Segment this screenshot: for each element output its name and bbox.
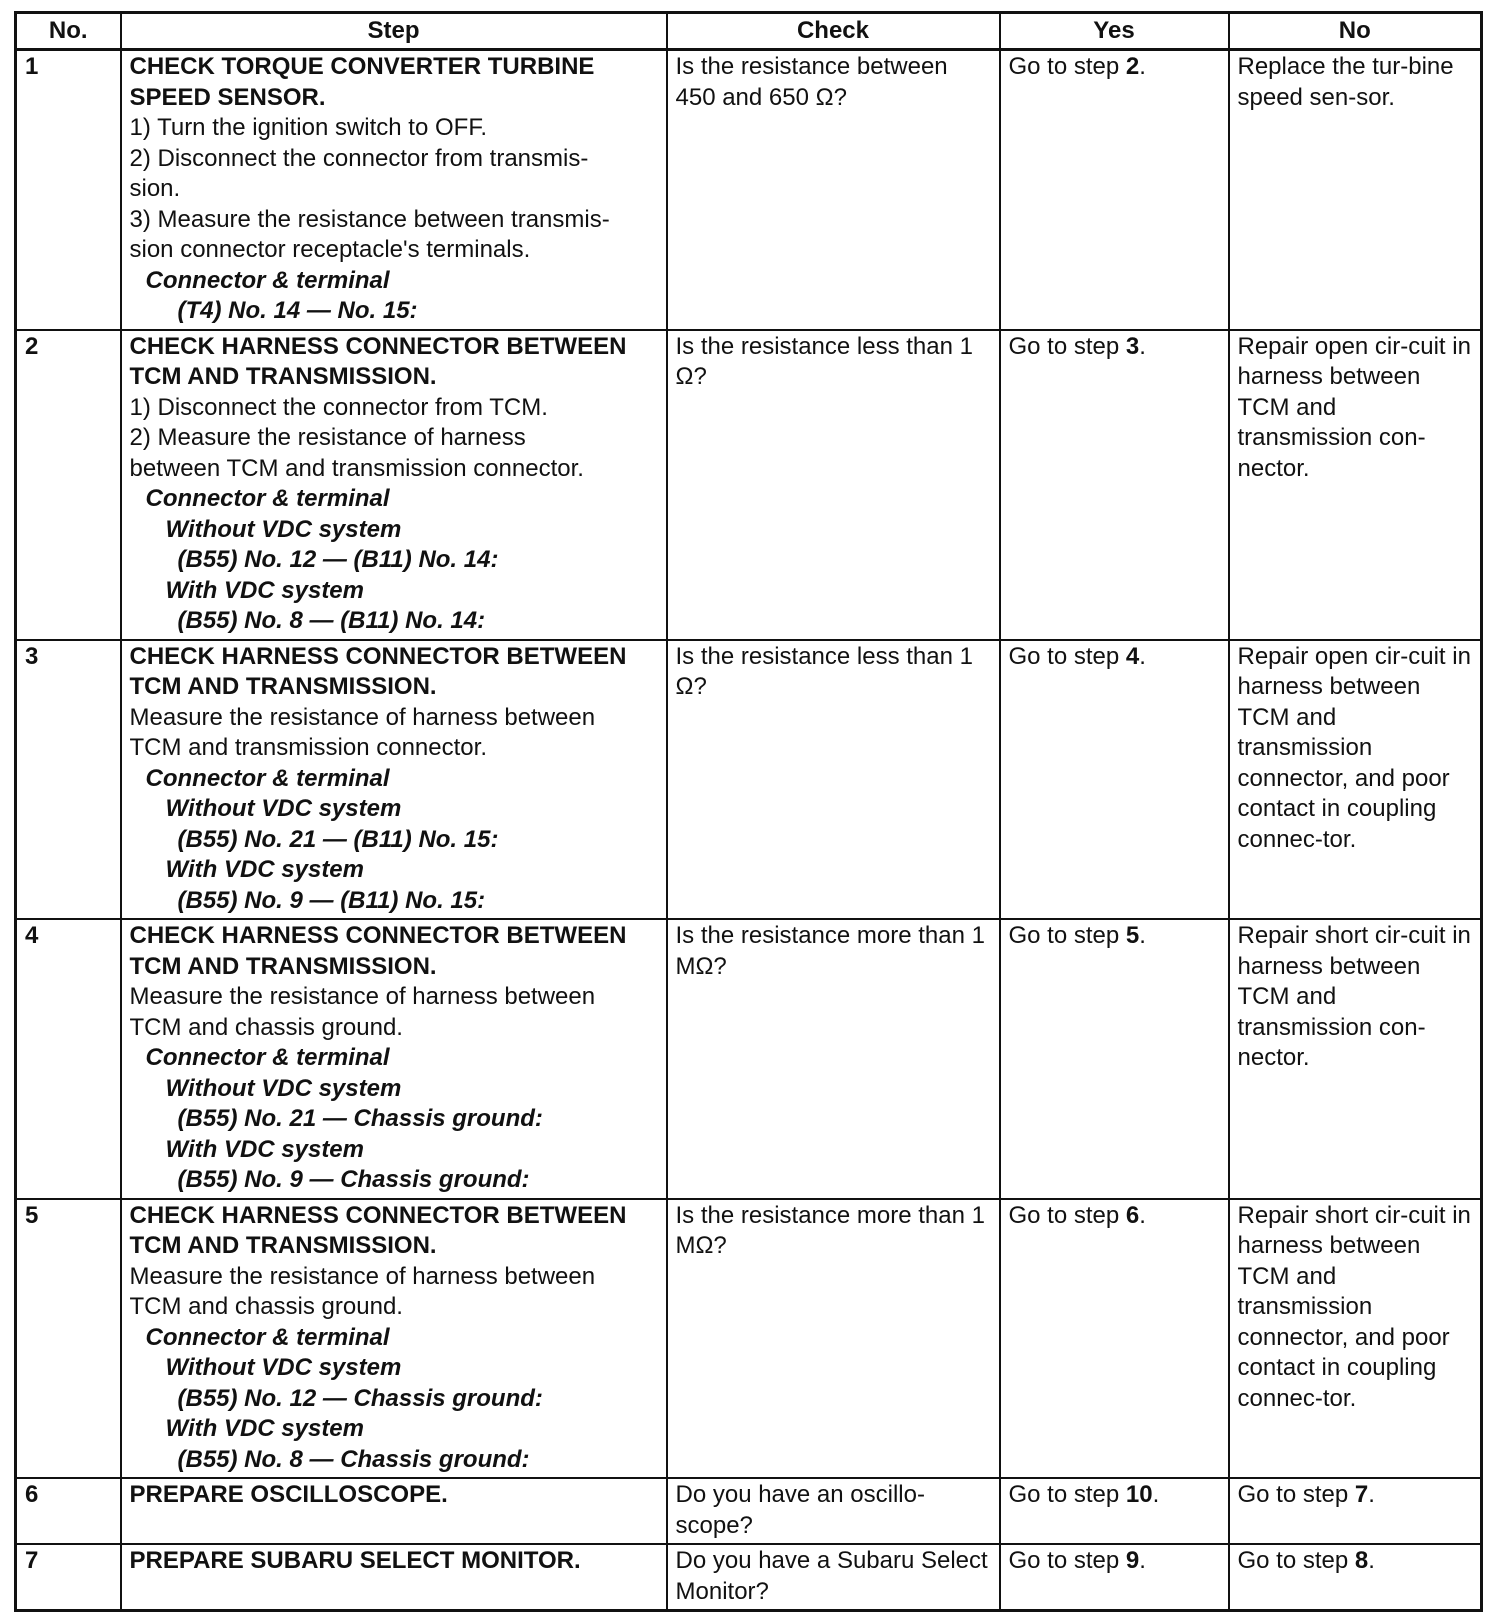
- no-action: [1229, 1478, 1482, 1544]
- yes-step-ref: 6: [1125, 1201, 1140, 1229]
- table-body: [16, 50, 1482, 1611]
- connector-terminal-spec: Connector & terminal: [145, 1323, 390, 1351]
- no-step-ref: 7: [1354, 1481, 1369, 1508]
- yes-text: .: [1139, 332, 1146, 360]
- no-action: Repair short cir-cuit in harness between TCM and transmission con-nector.: [1229, 919, 1482, 1199]
- header-yes: Yes: [1000, 13, 1229, 50]
- step-cell: [121, 1478, 667, 1544]
- connector-terminal-spec: (B55) No. 8 — Chassis ground:: [177, 1445, 530, 1473]
- diagnostic-procedure-table: [14, 11, 1483, 1612]
- step-title: PREPARE OSCILLOSCOPE.: [129, 1481, 448, 1508]
- step-title: CHECK HARNESS CONNECTOR BETWEEN TCM AND TRANSMISSION.: [129, 332, 627, 390]
- no-text: Go to step: [1237, 1547, 1355, 1574]
- yes-text: Go to step: [1008, 1547, 1126, 1574]
- step-title: CHECK TORQUE CONVERTER TURBINE SPEED SENSOR.: [129, 53, 595, 111]
- no-action: Repair open cir-cuit in harness between TCM and transmission con-nector.: [1229, 330, 1482, 640]
- step-cell: [121, 50, 667, 330]
- step-cell: [121, 330, 667, 640]
- connector-terminal-spec: (B55) No. 21 — Chassis ground:: [177, 1105, 543, 1132]
- check-question: Is the resistance less than 1 Ω?: [667, 640, 1000, 920]
- yes-text: Go to step: [1008, 922, 1126, 949]
- step-title: PREPARE SUBARU SELECT MONITOR.: [129, 1547, 581, 1574]
- yes-text: Go to step: [1008, 332, 1126, 360]
- step-instruction: TCM and transmission connector.: [129, 734, 487, 761]
- yes-step-ref: 4: [1125, 642, 1140, 670]
- connector-terminal-spec: (B55) No. 12 — (B11) No. 14:: [177, 546, 499, 573]
- connector-terminal-spec: Connector & terminal: [145, 266, 390, 294]
- yes-step-ref: 3: [1125, 332, 1140, 360]
- yes-text: .: [1139, 1547, 1146, 1574]
- step-number: 2: [16, 330, 121, 640]
- yes-action: [1000, 640, 1229, 920]
- step-number: 1: [16, 50, 121, 330]
- no-action: Repair short cir-cuit in harness between TCM and transmission connector, and poor contact in coupling connec-tor.: [1229, 1199, 1482, 1479]
- no-text: .: [1368, 1547, 1375, 1574]
- yes-text: Go to step: [1008, 1481, 1126, 1508]
- step-instruction: TCM and chassis ground.: [129, 1013, 403, 1041]
- table-row: [16, 640, 1482, 920]
- header-step: Step: [121, 13, 667, 50]
- yes-step-ref: 10: [1125, 1481, 1153, 1508]
- connector-terminal-spec: With VDC system: [165, 1415, 364, 1442]
- yes-action: [1000, 50, 1229, 330]
- connector-terminal-spec: With VDC system: [165, 576, 364, 604]
- connector-terminal-spec: Without VDC system: [165, 515, 402, 543]
- check-question: Do you have an oscillo-scope?: [667, 1478, 1000, 1544]
- table-row: [16, 1478, 1482, 1544]
- yes-step-ref: 2: [1125, 53, 1140, 80]
- connector-terminal-spec: (T4) No. 14 — No. 15:: [177, 297, 418, 324]
- step-instruction: sion.: [129, 175, 181, 202]
- step-instruction: sion connector receptacle's terminals.: [129, 236, 531, 263]
- step-instruction: 2) Measure the resistance of harness: [129, 424, 526, 451]
- step-number: 6: [16, 1478, 121, 1544]
- step-instruction: Measure the resistance of harness between: [129, 1262, 596, 1290]
- header-check: Check: [667, 13, 1000, 50]
- check-question: Is the resistance more than 1 MΩ?: [667, 919, 1000, 1199]
- table-row: [16, 50, 1482, 330]
- step-cell: [121, 1199, 667, 1479]
- yes-action: [1000, 330, 1229, 640]
- connector-terminal-spec: With VDC system: [165, 856, 364, 883]
- check-question: Do you have a Subaru Select Monitor?: [667, 1544, 1000, 1611]
- no-action: [1229, 1544, 1482, 1611]
- header-no-action: No: [1229, 13, 1482, 50]
- table-row: [16, 330, 1482, 640]
- table-row: [16, 1544, 1482, 1611]
- table-row: [16, 919, 1482, 1199]
- step-number: 7: [16, 1544, 121, 1611]
- step-instruction: Measure the resistance of harness between: [129, 703, 596, 731]
- step-instruction: 2) Disconnect the connector from transmis-: [129, 144, 589, 172]
- check-question: Is the resistance less than 1 Ω?: [667, 330, 1000, 640]
- connector-terminal-spec: (B55) No. 12 — Chassis ground:: [177, 1384, 543, 1412]
- yes-text: Go to step: [1008, 642, 1126, 670]
- no-step-ref: 8: [1354, 1547, 1369, 1574]
- connector-terminal-spec: Without VDC system: [165, 1074, 402, 1102]
- yes-action: [1000, 1478, 1229, 1544]
- step-number: 3: [16, 640, 121, 920]
- connector-terminal-spec: (B55) No. 21 — (B11) No. 15:: [177, 825, 499, 853]
- no-action: Replace the tur-bine speed sen-sor.: [1229, 50, 1482, 330]
- step-instruction: Measure the resistance of harness between: [129, 983, 596, 1010]
- yes-step-ref: 9: [1125, 1547, 1140, 1574]
- step-instruction: TCM and chassis ground.: [129, 1293, 403, 1320]
- yes-action: [1000, 919, 1229, 1199]
- yes-action: [1000, 1544, 1229, 1611]
- step-title: CHECK HARNESS CONNECTOR BETWEEN TCM AND TRANSMISSION.: [129, 642, 627, 700]
- yes-text: .: [1139, 642, 1146, 670]
- header-row: [16, 13, 1482, 50]
- no-action: Repair open cir-cuit in harness between TCM and transmission connector, and poor contact in coupling connec-tor.: [1229, 640, 1482, 920]
- step-number: 5: [16, 1199, 121, 1479]
- yes-text: .: [1152, 1481, 1160, 1508]
- step-number: 4: [16, 919, 121, 1199]
- connector-terminal-spec: Connector & terminal: [145, 485, 390, 512]
- connector-terminal-spec: (B55) No. 9 — (B11) No. 15:: [177, 886, 486, 914]
- connector-terminal-spec: Connector & terminal: [145, 1044, 390, 1071]
- connector-terminal-spec: Without VDC system: [165, 795, 402, 822]
- step-title: CHECK HARNESS CONNECTOR BETWEEN TCM AND TRANSMISSION.: [129, 922, 627, 980]
- yes-text: .: [1139, 1201, 1146, 1229]
- connector-terminal-spec: Without VDC system: [165, 1354, 402, 1381]
- step-instruction: 3) Measure the resistance between transmis-: [129, 205, 610, 233]
- connector-terminal-spec: With VDC system: [165, 1135, 364, 1163]
- step-cell: [121, 1544, 667, 1611]
- table-row: [16, 1199, 1482, 1479]
- yes-text: .: [1139, 922, 1146, 949]
- step-cell: [121, 640, 667, 920]
- yes-text: .: [1139, 53, 1146, 80]
- no-text: .: [1368, 1481, 1375, 1508]
- connector-terminal-spec: Connector & terminal: [145, 764, 390, 792]
- yes-step-ref: 5: [1125, 922, 1140, 949]
- step-instruction: between TCM and transmission connector.: [129, 454, 584, 482]
- yes-text: Go to step: [1008, 1201, 1126, 1229]
- no-text: Go to step: [1237, 1481, 1355, 1508]
- yes-text: Go to step: [1008, 53, 1126, 80]
- check-question: Is the resistance between 450 and 650 Ω?: [667, 50, 1000, 330]
- yes-action: [1000, 1199, 1229, 1479]
- check-question: Is the resistance more than 1 MΩ?: [667, 1199, 1000, 1479]
- step-instruction: 1) Disconnect the connector from TCM.: [129, 393, 548, 421]
- connector-terminal-spec: (B55) No. 8 — (B11) No. 14:: [177, 607, 486, 634]
- step-cell: [121, 919, 667, 1199]
- step-title: CHECK HARNESS CONNECTOR BETWEEN TCM AND TRANSMISSION.: [129, 1201, 627, 1259]
- header-no: No.: [16, 13, 121, 50]
- connector-terminal-spec: (B55) No. 9 — Chassis ground:: [177, 1166, 530, 1193]
- step-instruction: 1) Turn the ignition switch to OFF.: [129, 114, 487, 141]
